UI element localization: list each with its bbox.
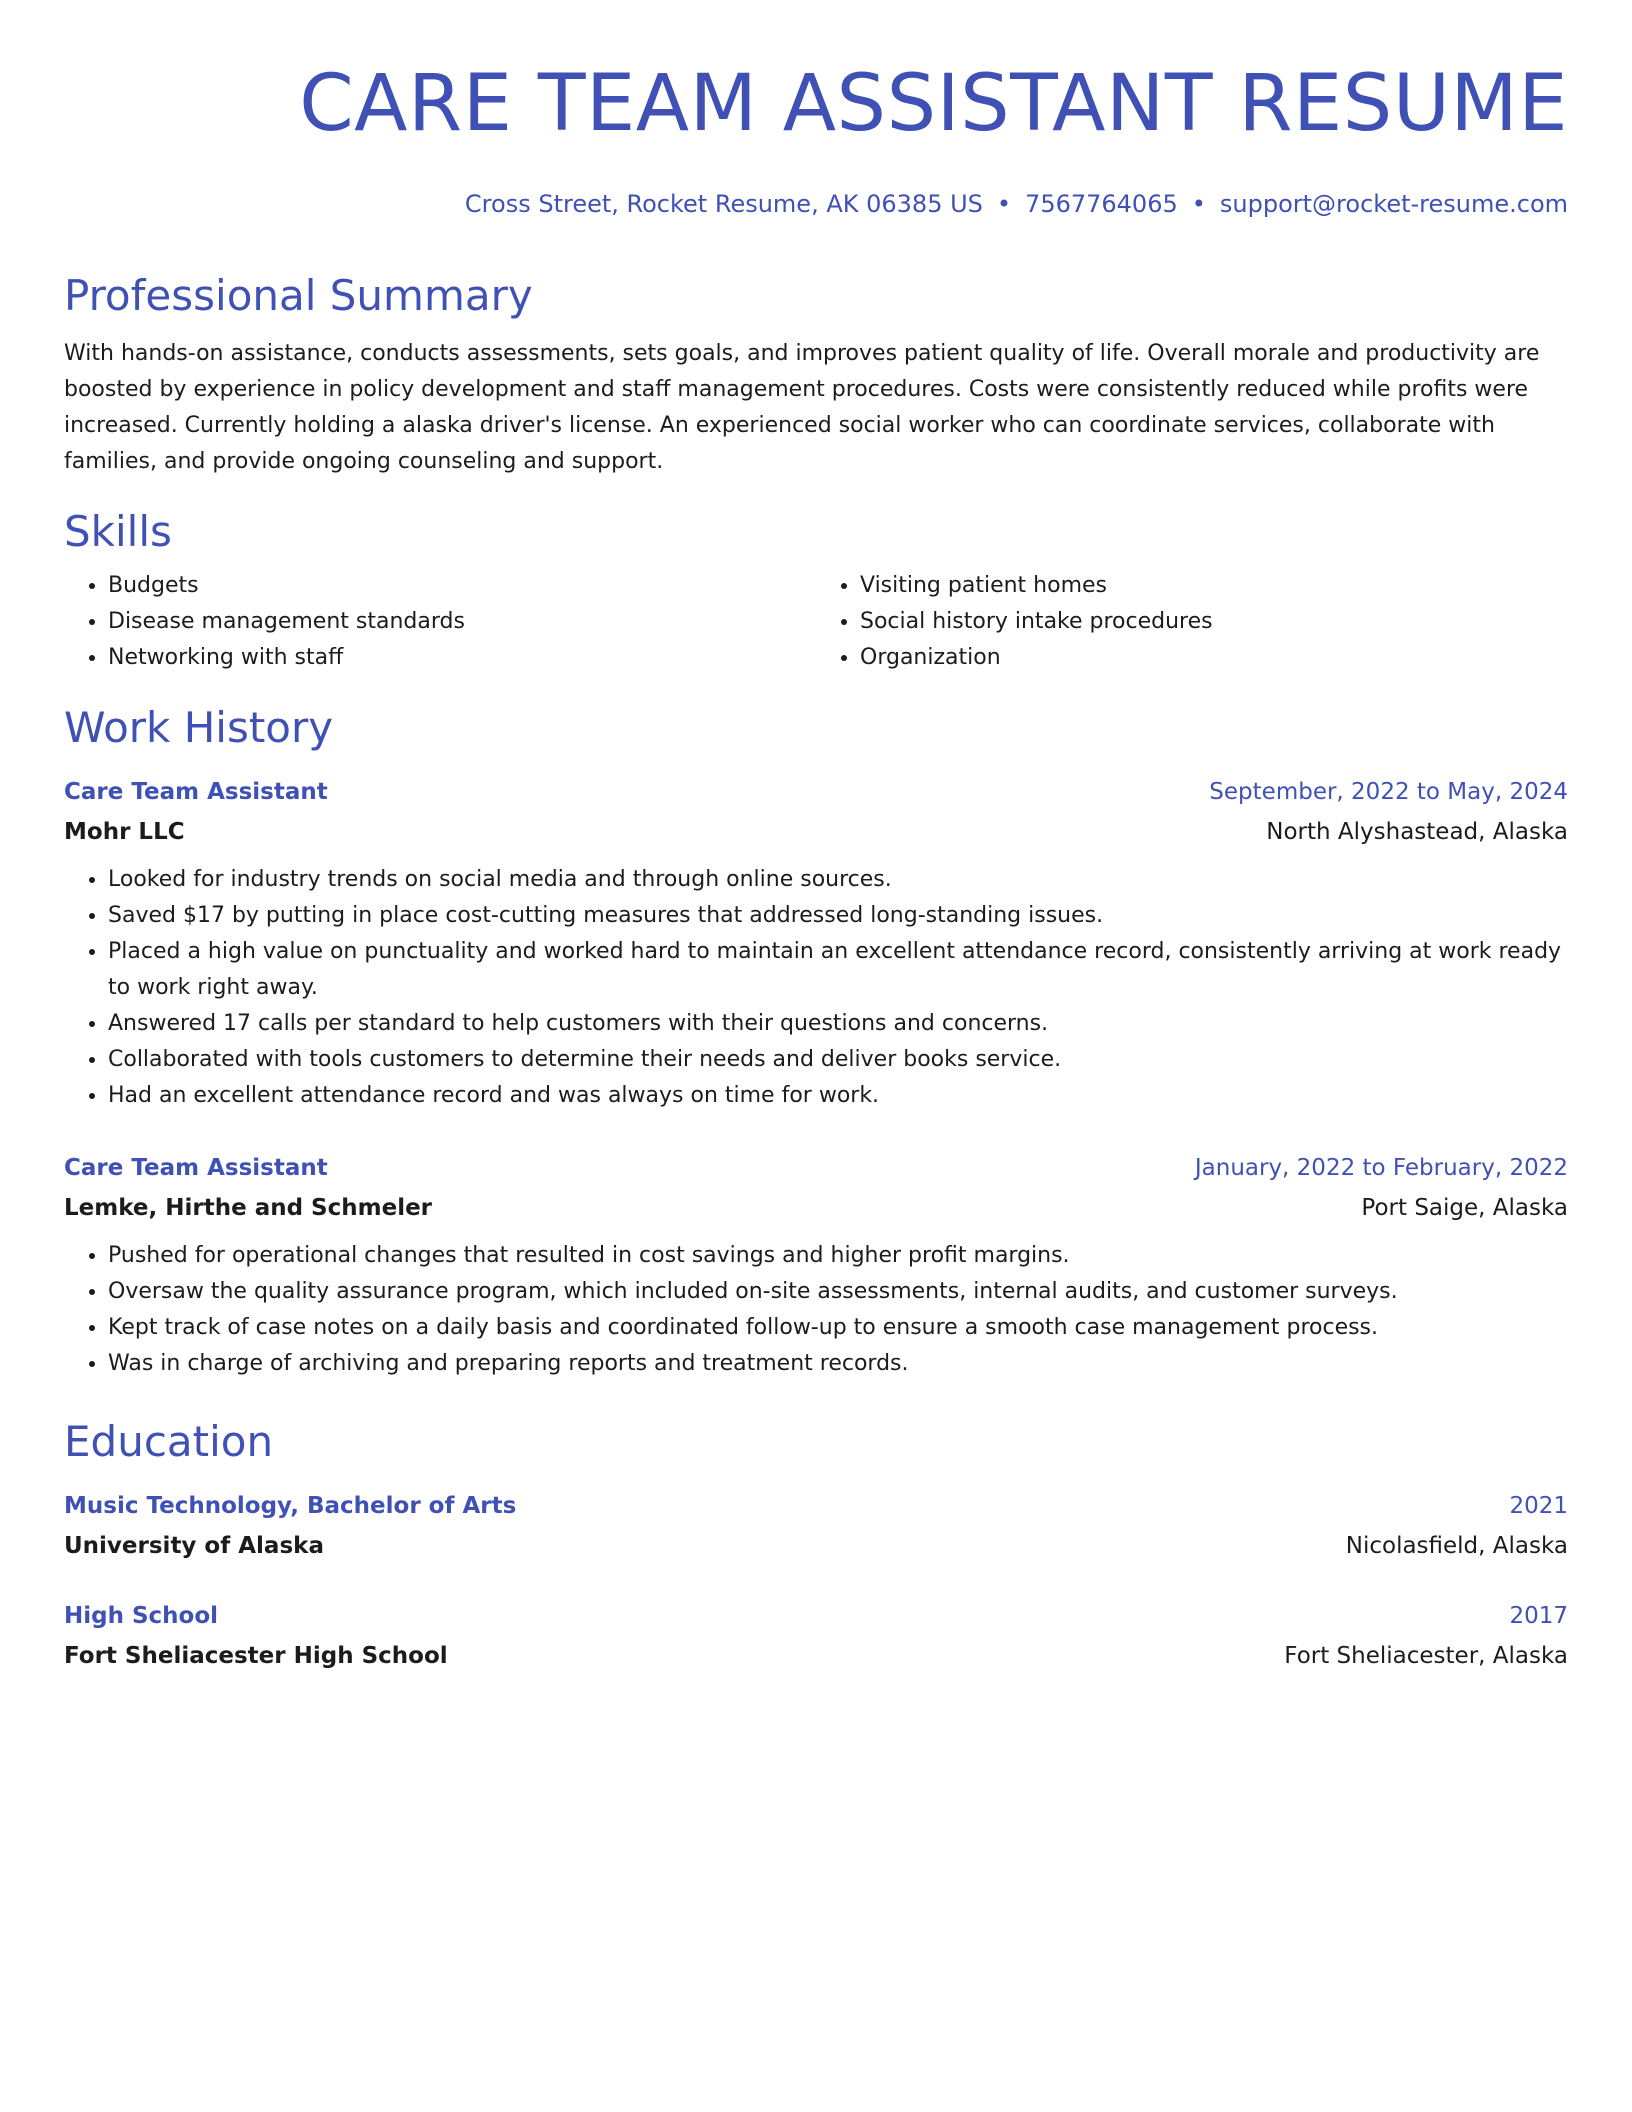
job-role: Care Team Assistant — [64, 1155, 328, 1181]
education-year: 2017 — [1509, 1603, 1568, 1629]
job-location: North Alyshastead, Alaska — [1266, 819, 1568, 845]
skills-section — [64, 504, 1568, 676]
job-company: Mohr LLC — [64, 819, 185, 845]
education-school-row — [64, 1636, 1568, 1676]
job-bullet: • Had an excellent attendance record and was always on time for work. — [108, 1078, 1568, 1114]
skill-item: • Disease management standards — [108, 604, 816, 640]
education-degree-row — [64, 1486, 1568, 1526]
job-company: Lemke, Hirthe and Schmeler — [64, 1195, 433, 1221]
job-company-row — [64, 1188, 1568, 1228]
education-year: 2021 — [1509, 1493, 1568, 1519]
education-degree: High School — [64, 1603, 219, 1629]
contact-line — [64, 188, 1568, 220]
contact-address: Cross Street, Rocket Resume, AK 06385 US — [464, 190, 983, 218]
job-entry — [64, 1148, 1568, 1382]
job-bullet: • Collaborated with tools customers to determine their needs and deliver books service. — [108, 1042, 1568, 1078]
skills-list-right — [816, 568, 1568, 676]
contact-separator: • — [996, 190, 1012, 218]
job-bullet: • Saved $17 by putting in place cost-cutting measures that addressed long-standing issues. — [108, 898, 1568, 934]
job-entry — [64, 772, 1568, 1114]
resume-header — [64, 0, 1568, 220]
education-school: Fort Sheliacester High School — [64, 1643, 448, 1669]
skills-columns — [64, 568, 1568, 676]
job-company-row — [64, 812, 1568, 852]
job-location: Port Saige, Alaska — [1361, 1195, 1568, 1221]
job-bullet: • Pushed for operational changes that resulted in cost savings and higher profit margins. — [108, 1238, 1568, 1274]
education-degree: Music Technology, Bachelor of Arts — [64, 1493, 517, 1519]
skills-list-left — [64, 568, 816, 676]
contact-phone: 7567764065 — [1025, 190, 1178, 218]
job-dates: January, 2022 to February, 2022 — [1194, 1155, 1568, 1181]
education-location: Nicolasfield, Alaska — [1345, 1533, 1568, 1559]
job-dates: September, 2022 to May, 2024 — [1209, 779, 1568, 805]
summary-heading: Professional Summary — [64, 271, 533, 320]
education-heading: Education — [64, 1417, 274, 1466]
job-bullet: • Placed a high value on punctuality and worked hard to maintain an excellent attendance record, consistently arriving at work ready to work right away. — [108, 934, 1568, 1006]
job-bullets — [64, 862, 1568, 1114]
job-title-row — [64, 1148, 1568, 1188]
education-section — [64, 1414, 1568, 1676]
work-history-section — [64, 700, 1568, 1382]
education-entry — [64, 1596, 1568, 1676]
job-role: Care Team Assistant — [64, 779, 328, 805]
job-bullet: • Was in charge of archiving and preparing reports and treatment records. — [108, 1346, 1568, 1382]
skill-item: • Budgets — [108, 568, 816, 604]
contact-email[interactable]: support@rocket-resume.com — [1219, 190, 1568, 218]
education-degree-row — [64, 1596, 1568, 1636]
work-history-heading: Work History — [64, 703, 334, 752]
job-title-row — [64, 772, 1568, 812]
skill-item: • Networking with staff — [108, 640, 816, 676]
job-bullet: • Answered 17 calls per standard to help customers with their questions and concerns. — [108, 1006, 1568, 1042]
contact-separator: • — [1191, 190, 1206, 218]
job-bullet: • Kept track of case notes on a daily basis and coordinated follow-up to ensure a smooth case management process. — [108, 1310, 1568, 1346]
skills-heading: Skills — [64, 507, 172, 556]
skill-item: • Organization — [860, 640, 1568, 676]
education-school-row — [64, 1526, 1568, 1566]
skill-item: • Visiting patient homes — [860, 568, 1568, 604]
education-entry — [64, 1486, 1568, 1566]
education-school: University of Alaska — [64, 1533, 324, 1559]
summary-section — [64, 268, 1568, 480]
job-bullets — [64, 1238, 1568, 1382]
education-location: Fort Sheliacester, Alaska — [1284, 1643, 1568, 1669]
resume-title: CARE TEAM ASSISTANT RESUME — [299, 59, 1568, 149]
job-bullet: • Looked for industry trends on social media and through online sources. — [108, 862, 1568, 898]
job-bullet: • Oversaw the quality assurance program, which included on-site assessments, internal audits, and customer surveys. — [108, 1274, 1568, 1310]
summary-text: With hands-on assistance, conducts assessments, sets goals, and improves patient quality of life. Overall morale and productivity are boosted by experience in policy development and staff management procedures. Costs were consistently reduced while profits were increased. Currently holding a alaska driver's license. An experienced social worker who can coordinate services, collaborate with families, and provide ongoing counseling and support. — [64, 341, 1540, 474]
skill-item: • Social history intake procedures — [860, 604, 1568, 640]
